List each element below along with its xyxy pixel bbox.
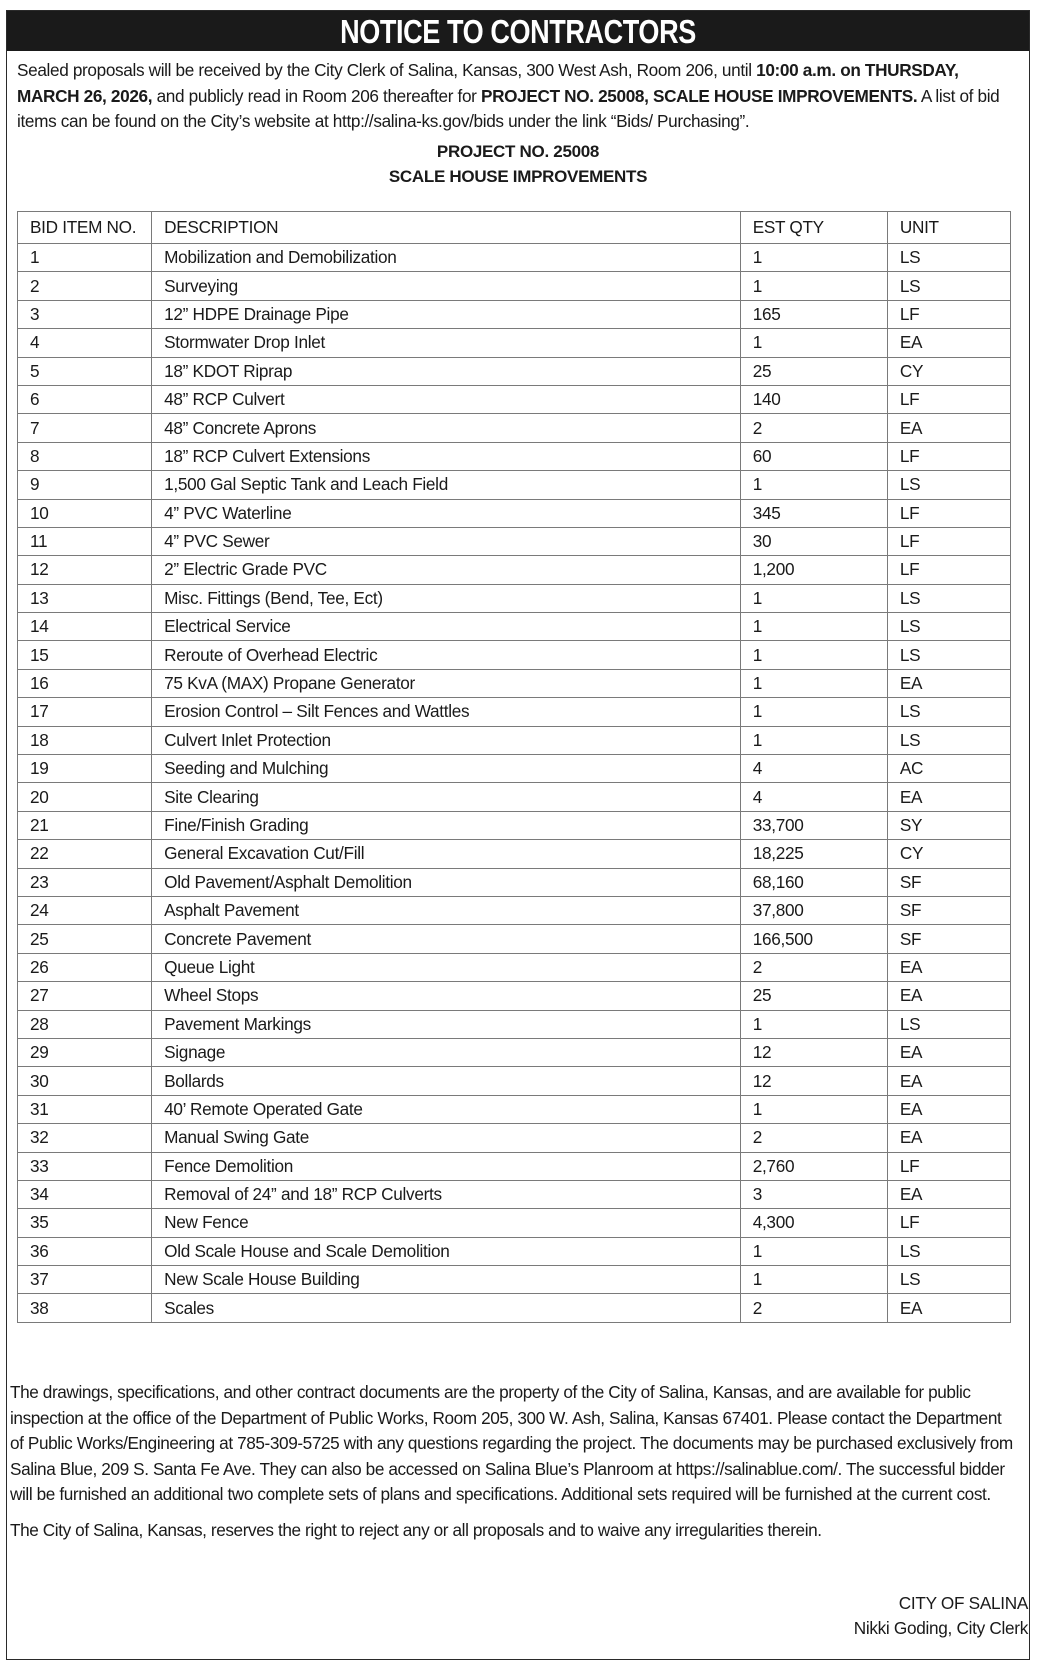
cell-est-qty: 30 (740, 527, 887, 555)
intro-text-3: A list of bid items can be found on the City’s website at http://salina-ks.gov/bids under the link “Bids/ Purchasing”. (17, 85, 1000, 131)
table-row (18, 329, 1011, 357)
documents-paragraph: The drawings, specifications, and other contract documents are the property of the City of Salina, Kansas, and are available for public inspection at the office of the Department of Public Works, Room 205, 300 W. Ash, Salina, Kansas 67401. Please contact the Department of Public Works/Engineering at 785-309-5725 with any questions regarding the project. The documents may be purchased exclusively from Salina Blue, 209 S. Santa Fe Ave. They can also be accessed on Salina Blue’s Planroom at https://salinablue.com/. The successful bidder will be furnished an additional two complete sets of plans and specifications. Additional sets required will be furnished at the current cost. (10, 1382, 1013, 1505)
cell-description: Scales (152, 1294, 741, 1322)
table-row (18, 953, 1011, 981)
cell-item-no: 14 (18, 613, 152, 641)
cell-est-qty: 345 (740, 499, 887, 527)
cell-item-no: 24 (18, 896, 152, 924)
cell-description: Pavement Markings (152, 1010, 741, 1038)
cell-est-qty: 1 (740, 698, 887, 726)
cell-description: Site Clearing (152, 783, 741, 811)
cell-item-no: 13 (18, 584, 152, 612)
cell-item-no: 25 (18, 925, 152, 953)
cell-est-qty: 1 (740, 471, 887, 499)
cell-item-no: 32 (18, 1124, 152, 1152)
cell-description: 48” RCP Culvert (152, 385, 741, 413)
cell-unit: SY (887, 811, 1010, 839)
cell-item-no: 23 (18, 868, 152, 896)
cell-item-no: 15 (18, 641, 152, 669)
cell-description: Old Pavement/Asphalt Demolition (152, 868, 741, 896)
table-row (18, 1294, 1011, 1322)
table-row (18, 1010, 1011, 1038)
cell-item-no: 2 (18, 272, 152, 300)
cell-est-qty: 25 (740, 357, 887, 385)
cell-item-no: 4 (18, 329, 152, 357)
cell-unit: LS (887, 641, 1010, 669)
cell-item-no: 19 (18, 755, 152, 783)
cell-est-qty: 1 (740, 669, 887, 697)
cell-est-qty: 2,760 (740, 1152, 887, 1180)
cell-item-no: 3 (18, 300, 152, 328)
table-row (18, 755, 1011, 783)
table-row (18, 1209, 1011, 1237)
cell-item-no: 38 (18, 1294, 152, 1322)
cell-item-no: 36 (18, 1237, 152, 1265)
cell-item-no: 9 (18, 471, 152, 499)
rights-paragraph: The City of Salina, Kansas, reserves the right to reject any or all proposals and to waive any irregularities therein. (10, 1519, 822, 1540)
cell-description: Mobilization and Demobilization (152, 244, 741, 272)
cell-description: Erosion Control – Silt Fences and Wattles (152, 698, 741, 726)
cell-item-no: 18 (18, 726, 152, 754)
header-est-qty: EST QTY (740, 212, 887, 244)
cell-unit: LS (887, 272, 1010, 300)
table-row (18, 556, 1011, 584)
header-unit: UNIT (887, 212, 1010, 244)
cell-est-qty: 140 (740, 385, 887, 413)
cell-est-qty: 1 (740, 1266, 887, 1294)
cell-description: Asphalt Pavement (152, 896, 741, 924)
cell-unit: SF (887, 868, 1010, 896)
cell-est-qty: 1,200 (740, 556, 887, 584)
cell-description: Removal of 24” and 18” RCP Culverts (152, 1180, 741, 1208)
cell-item-no: 11 (18, 527, 152, 555)
table-row (18, 783, 1011, 811)
cell-item-no: 30 (18, 1067, 152, 1095)
cell-description: 2” Electric Grade PVC (152, 556, 741, 584)
cell-unit: LS (887, 1266, 1010, 1294)
bid-deadline: 10:00 a.m. on THURSDAY, MARCH 26, 2026, (17, 60, 959, 106)
table-row (18, 925, 1011, 953)
table-header-row (18, 212, 1011, 244)
bid-items-table (17, 211, 1011, 1323)
table-row (18, 300, 1011, 328)
cell-item-no: 31 (18, 1095, 152, 1123)
cell-item-no: 16 (18, 669, 152, 697)
cell-description: 4” PVC Sewer (152, 527, 741, 555)
cell-unit: AC (887, 755, 1010, 783)
project-number: PROJECT NO. 25008 (436, 141, 600, 161)
cell-unit: LF (887, 1152, 1010, 1180)
cell-description: 12” HDPE Drainage Pipe (152, 300, 741, 328)
cell-unit: LS (887, 1010, 1010, 1038)
cell-description: 75 KvA (MAX) Propane Generator (152, 669, 741, 697)
cell-unit: CY (887, 357, 1010, 385)
table-row (18, 641, 1011, 669)
table-row (18, 272, 1011, 300)
cell-est-qty: 1 (740, 272, 887, 300)
cell-unit: EA (887, 1067, 1010, 1095)
cell-description: 4” PVC Waterline (152, 499, 741, 527)
cell-item-no: 12 (18, 556, 152, 584)
cell-unit: LF (887, 556, 1010, 584)
cell-unit: EA (887, 1095, 1010, 1123)
cell-description: Electrical Service (152, 613, 741, 641)
cell-item-no: 6 (18, 385, 152, 413)
cell-unit: EA (887, 783, 1010, 811)
table-row (18, 840, 1011, 868)
table-row (18, 896, 1011, 924)
cell-description: 40’ Remote Operated Gate (152, 1095, 741, 1123)
cell-unit: LS (887, 726, 1010, 754)
cell-est-qty: 2 (740, 414, 887, 442)
cell-item-no: 35 (18, 1209, 152, 1237)
cell-est-qty: 1 (740, 1095, 887, 1123)
cell-item-no: 7 (18, 414, 152, 442)
cell-est-qty: 12 (740, 1067, 887, 1095)
table-row (18, 244, 1011, 272)
cell-est-qty: 1 (740, 1237, 887, 1265)
cell-unit: LF (887, 527, 1010, 555)
cell-unit: LF (887, 499, 1010, 527)
cell-unit: LS (887, 584, 1010, 612)
cell-description: Seeding and Mulching (152, 755, 741, 783)
cell-description: Reroute of Overhead Electric (152, 641, 741, 669)
footer-text (10, 1380, 1018, 1554)
cell-unit: EA (887, 953, 1010, 981)
table-row (18, 499, 1011, 527)
cell-unit: LS (887, 1237, 1010, 1265)
table-row (18, 1095, 1011, 1123)
cell-est-qty: 2 (740, 1124, 887, 1152)
signature-block (854, 1591, 1028, 1641)
cell-est-qty: 1 (740, 726, 887, 754)
cell-est-qty: 1 (740, 329, 887, 357)
cell-est-qty: 166,500 (740, 925, 887, 953)
signature-city: CITY OF SALINA (898, 1593, 1028, 1613)
table-row (18, 471, 1011, 499)
table-row (18, 1067, 1011, 1095)
table-row (18, 1038, 1011, 1066)
cell-item-no: 37 (18, 1266, 152, 1294)
cell-est-qty: 1 (740, 641, 887, 669)
header-description: DESCRIPTION (152, 212, 741, 244)
cell-unit: LS (887, 698, 1010, 726)
cell-est-qty: 165 (740, 300, 887, 328)
cell-est-qty: 1 (740, 1010, 887, 1038)
cell-item-no: 34 (18, 1180, 152, 1208)
cell-description: Concrete Pavement (152, 925, 741, 953)
cell-unit: SF (887, 896, 1010, 924)
project-heading (7, 139, 1029, 189)
table-row (18, 613, 1011, 641)
cell-est-qty: 18,225 (740, 840, 887, 868)
cell-description: General Excavation Cut/Fill (152, 840, 741, 868)
cell-item-no: 28 (18, 1010, 152, 1038)
cell-description: 48” Concrete Aprons (152, 414, 741, 442)
cell-unit: LF (887, 300, 1010, 328)
cell-unit: LS (887, 471, 1010, 499)
table-row (18, 1237, 1011, 1265)
table-row (18, 1180, 1011, 1208)
cell-unit: EA (887, 329, 1010, 357)
cell-description: Fine/Finish Grading (152, 811, 741, 839)
cell-description: Fence Demolition (152, 1152, 741, 1180)
cell-unit: CY (887, 840, 1010, 868)
cell-item-no: 17 (18, 698, 152, 726)
cell-item-no: 22 (18, 840, 152, 868)
title-banner (7, 11, 1029, 51)
cell-description: Surveying (152, 272, 741, 300)
cell-unit: EA (887, 669, 1010, 697)
table-row (18, 698, 1011, 726)
cell-item-no: 1 (18, 244, 152, 272)
table-row (18, 414, 1011, 442)
cell-description: 18” KDOT Riprap (152, 357, 741, 385)
cell-unit: SF (887, 925, 1010, 953)
cell-est-qty: 2 (740, 1294, 887, 1322)
intro-text-2: and publicly read in Room 206 thereafter for (152, 85, 481, 106)
cell-est-qty: 2 (740, 953, 887, 981)
notice-title: NOTICE TO CONTRACTORS (99, 11, 937, 51)
table-row (18, 669, 1011, 697)
cell-unit: LF (887, 385, 1010, 413)
cell-description: New Scale House Building (152, 1266, 741, 1294)
cell-item-no: 21 (18, 811, 152, 839)
cell-description: Culvert Inlet Protection (152, 726, 741, 754)
cell-description: Bollards (152, 1067, 741, 1095)
cell-item-no: 27 (18, 982, 152, 1010)
cell-unit: EA (887, 1180, 1010, 1208)
cell-unit: LS (887, 244, 1010, 272)
cell-est-qty: 33,700 (740, 811, 887, 839)
cell-unit: LF (887, 442, 1010, 470)
table-row (18, 527, 1011, 555)
signature-clerk: Nikki Goding, City Clerk (853, 1618, 1028, 1638)
cell-description: Signage (152, 1038, 741, 1066)
table-row (18, 357, 1011, 385)
cell-est-qty: 4,300 (740, 1209, 887, 1237)
cell-description: Manual Swing Gate (152, 1124, 741, 1152)
intro-text-1: Sealed proposals will be received by the City Clerk of Salina, Kansas, 300 West Ash, Room 206, until (17, 60, 757, 80)
cell-description: New Fence (152, 1209, 741, 1237)
table-row (18, 811, 1011, 839)
cell-item-no: 5 (18, 357, 152, 385)
cell-description: Old Scale House and Scale Demolition (152, 1237, 741, 1265)
table-row (18, 1266, 1011, 1294)
cell-unit: EA (887, 1124, 1010, 1152)
cell-description: Misc. Fittings (Bend, Tee, Ect) (152, 584, 741, 612)
project-name: SCALE HOUSE IMPROVEMENTS (388, 166, 648, 186)
table-row (18, 868, 1011, 896)
cell-est-qty: 25 (740, 982, 887, 1010)
header-bid-item-no: BID ITEM NO. (18, 212, 152, 244)
cell-unit: LF (887, 1209, 1010, 1237)
table-row (18, 726, 1011, 754)
table-row (18, 442, 1011, 470)
cell-description: Queue Light (152, 953, 741, 981)
cell-est-qty: 3 (740, 1180, 887, 1208)
cell-est-qty: 1 (740, 244, 887, 272)
cell-unit: EA (887, 1294, 1010, 1322)
cell-est-qty: 1 (740, 584, 887, 612)
cell-item-no: 26 (18, 953, 152, 981)
cell-est-qty: 37,800 (740, 896, 887, 924)
cell-est-qty: 4 (740, 755, 887, 783)
cell-description: 18” RCP Culvert Extensions (152, 442, 741, 470)
cell-est-qty: 4 (740, 783, 887, 811)
cell-item-no: 20 (18, 783, 152, 811)
table-row (18, 1152, 1011, 1180)
cell-est-qty: 68,160 (740, 868, 887, 896)
cell-description: Stormwater Drop Inlet (152, 329, 741, 357)
cell-unit: EA (887, 1038, 1010, 1066)
cell-description: 1,500 Gal Septic Tank and Leach Field (152, 471, 741, 499)
cell-item-no: 8 (18, 442, 152, 470)
cell-unit: EA (887, 982, 1010, 1010)
intro-paragraph (17, 58, 1019, 135)
table-row (18, 982, 1011, 1010)
cell-est-qty: 1 (740, 613, 887, 641)
cell-unit: LS (887, 613, 1010, 641)
cell-item-no: 29 (18, 1038, 152, 1066)
table-row (18, 385, 1011, 413)
cell-unit: EA (887, 414, 1010, 442)
cell-est-qty: 60 (740, 442, 887, 470)
cell-est-qty: 12 (740, 1038, 887, 1066)
table-row (18, 584, 1011, 612)
cell-item-no: 33 (18, 1152, 152, 1180)
table-row (18, 1124, 1011, 1152)
project-reference: PROJECT NO. 25008, SCALE HOUSE IMPROVEMENTS. (480, 85, 918, 106)
cell-item-no: 10 (18, 499, 152, 527)
cell-description: Wheel Stops (152, 982, 741, 1010)
bid-items-body (18, 244, 1011, 1323)
